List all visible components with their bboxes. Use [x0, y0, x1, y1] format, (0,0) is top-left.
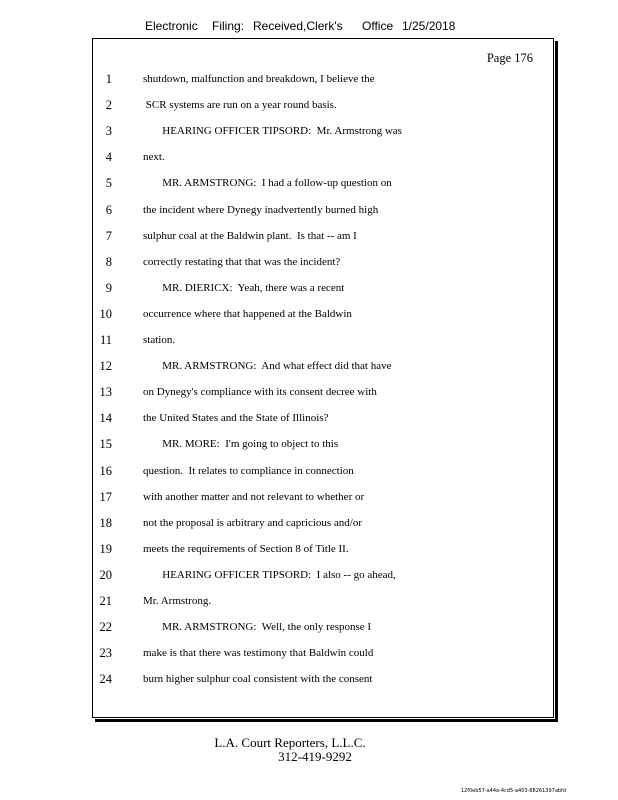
line-number: 16: [99, 463, 112, 478]
transcript-line: SCR systems are run on a year round basis.: [143, 99, 337, 112]
line-number: 2: [105, 98, 112, 113]
transcript-line: station.: [143, 334, 176, 346]
transcript-line: make is that there was testimony that Baldwin could: [143, 647, 374, 660]
line-number: 12: [99, 359, 112, 374]
line-number: 13: [99, 385, 112, 400]
page-shadow-bottom: [95, 719, 558, 722]
line-number: 9: [105, 280, 112, 295]
document-hash: 12f0eb57-a44a-4cd5-a403-88261397abfd: [460, 788, 566, 794]
transcript-line: burn higher sulphur coal consistent with the consent: [143, 673, 373, 686]
line-number: 7: [105, 228, 112, 243]
filing-stamp-date: 1/25/2018: [402, 19, 456, 33]
filing-stamp-office: Office: [362, 19, 394, 33]
line-number: 8: [105, 254, 112, 269]
line-number: 17: [99, 489, 112, 504]
page-number: Page 176: [486, 51, 533, 65]
court-reporter-name: L.A. Court Reporters, L.L.C.: [214, 735, 366, 750]
transcript-line: HEARING OFFICER TIPSORD: Mr. Armstrong was: [143, 125, 402, 138]
court-reporter-phone: 312-419-9292: [278, 749, 352, 764]
transcript-line: sulphur coal at the Baldwin plant. Is that -- am I: [143, 229, 357, 242]
line-number: 5: [105, 176, 112, 191]
line-number: 20: [99, 567, 112, 582]
transcript-line: HEARING OFFICER TIPSORD: I also -- go ahead,: [143, 568, 396, 581]
transcript-line: Mr. Armstrong.: [143, 595, 212, 607]
transcript-page: [92, 38, 554, 718]
transcript-line: occurrence where that happened at the Baldwin: [143, 307, 352, 320]
line-number: 22: [99, 620, 112, 635]
filing-stamp-header: [0, 19, 618, 35]
transcript-line: correctly restating that that was the incident?: [143, 255, 341, 268]
page-shadow-right: [555, 41, 558, 721]
transcript-line: MR. ARMSTRONG: Well, the only response I: [143, 621, 372, 634]
transcript-line: MR. MORE: I'm going to object to this: [143, 438, 339, 451]
transcript-line: on Dynegy's compliance with its consent decree with: [143, 386, 377, 399]
transcript-line: not the proposal is arbitrary and capricious and/or: [143, 516, 363, 529]
line-number: 15: [99, 437, 112, 452]
line-number: 6: [105, 202, 112, 217]
line-number: 19: [99, 541, 112, 556]
filing-stamp-received: Received,Clerk's: [253, 19, 343, 33]
transcript-line: MR. ARMSTRONG: And what effect did that have: [143, 360, 392, 373]
line-number: 23: [99, 646, 112, 661]
line-number: 3: [105, 124, 112, 139]
line-number: 11: [99, 333, 112, 347]
line-number: 10: [99, 306, 112, 321]
transcript-line: meets the requirements of Section 8 of Title II.: [143, 542, 349, 555]
line-number: 24: [99, 672, 112, 687]
transcript-line: next.: [143, 151, 165, 164]
line-number: 1: [105, 72, 112, 86]
transcript-line: MR. DIERICX: Yeah, there was a recent: [143, 281, 345, 294]
line-number: 4: [105, 150, 112, 165]
filing-stamp-filing: Filing:: [212, 19, 245, 33]
line-number: 14: [99, 411, 112, 426]
line-number: 21: [99, 594, 112, 608]
transcript-line: with another matter and not relevant to whether or: [143, 490, 365, 503]
transcript-line: the incident where Dynegy inadvertently burned high: [143, 203, 379, 216]
transcript-line: MR. ARMSTRONG: I had a follow-up question on: [143, 177, 392, 190]
line-number: 18: [99, 515, 112, 530]
transcript-line: question. It relates to compliance in connection: [143, 464, 354, 477]
transcript-line: shutdown, malfunction and breakdown, I believe the: [143, 73, 375, 85]
transcript-line: the United States and the State of Illinois?: [143, 412, 329, 425]
filing-stamp-electronic: Electronic: [145, 19, 198, 33]
